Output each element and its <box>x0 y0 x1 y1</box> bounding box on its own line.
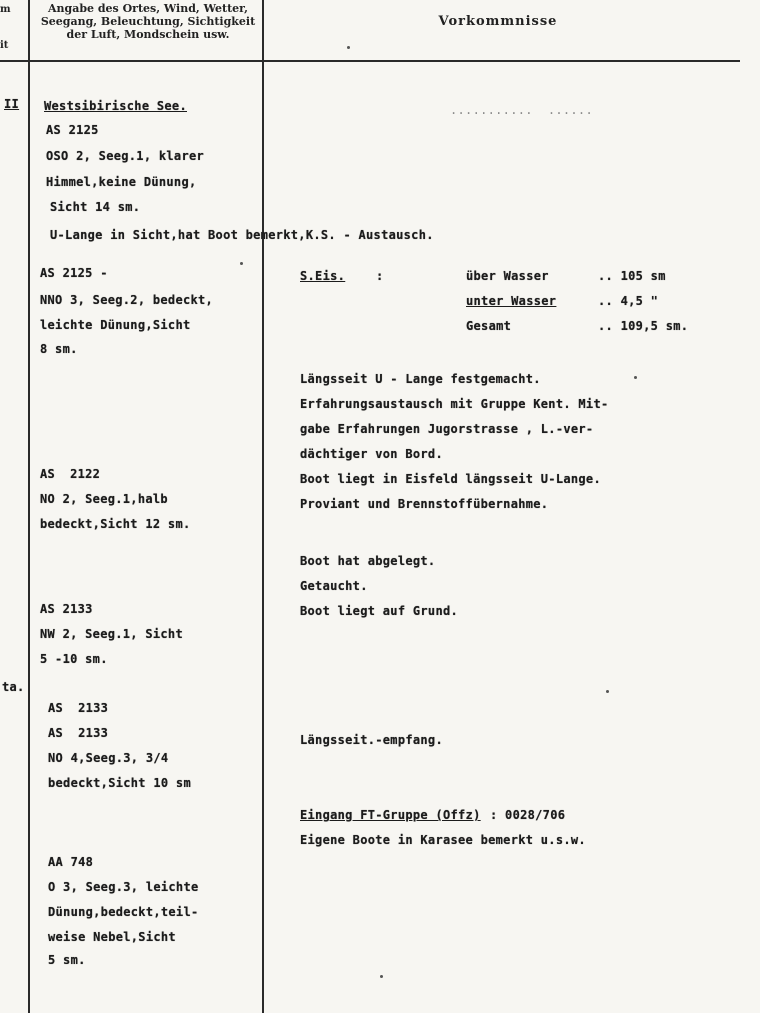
entry-line: NNO 3, Seeg.2, bedeckt, <box>40 293 214 307</box>
margin-mark: II <box>4 97 20 111</box>
event-line: Getaucht. <box>300 579 368 593</box>
event-line: dächtiger von Bord. <box>300 447 443 461</box>
ink-speck <box>240 262 243 265</box>
entry-line: AS 2133 <box>48 701 109 715</box>
column-divider-middle <box>262 0 264 1013</box>
event-line: : 0028/706 <box>490 808 566 822</box>
event-line: U-Lange in Sicht,hat Boot bemerkt,K.S. - Austausch. <box>50 228 434 242</box>
margin-mark: ta. <box>2 680 25 694</box>
entry-line: O 3, Seeg.3, leichte <box>48 880 199 894</box>
event-line: Boot liegt auf Grund. <box>300 604 459 618</box>
entry-line: Sicht 14 sm. <box>50 200 141 214</box>
faded-text: ........... ...... <box>450 103 593 117</box>
header-col-location: Angabe des Ortes, Wind, Wetter, Seegang, Beleuchtung, Sichtigkeit der Luft, Mondschein usw. <box>40 2 256 41</box>
ink-speck <box>380 975 383 978</box>
entry-line: weise Nebel,Sicht <box>48 930 176 944</box>
header-col-events: Vorkommnisse <box>438 14 558 29</box>
header-col-time <box>0 4 26 76</box>
entry-line: Himmel,keine Dünung, <box>46 175 197 189</box>
measurement-label: S.Eis. <box>300 269 346 283</box>
measurement-row-label: über Wasser <box>466 269 549 283</box>
entry-location-title: Westsibirische See. <box>44 99 187 113</box>
entry-line: NW 2, Seeg.1, Sicht <box>40 627 183 641</box>
header-col-time-line1: m <box>0 4 11 15</box>
measurement-row-label: unter Wasser <box>466 294 557 308</box>
event-line: Proviant und Brennstoffübernahme. <box>300 497 549 511</box>
ink-speck <box>347 46 350 49</box>
entry-line: NO 4,Seeg.3, 3/4 <box>48 751 169 765</box>
entry-line: AS 2122 <box>40 467 101 481</box>
entry-line: 8 sm. <box>40 342 78 356</box>
entry-line: AS 2133 <box>40 602 93 616</box>
event-line: Eigene Boote in Karasee bemerkt u.s.w. <box>300 833 586 847</box>
entry-line: bedeckt,Sicht 10 sm <box>48 776 191 790</box>
event-line: Erfahrungsaustausch mit Gruppe Kent. Mit- <box>300 397 609 411</box>
entry-line: leichte Dünung,Sicht <box>40 318 191 332</box>
measurement-row-value: .. 4,5 " <box>598 294 659 308</box>
event-line: Boot hat abgelegt. <box>300 554 436 568</box>
entry-line: AS 2125 - <box>40 266 108 280</box>
header-rule <box>0 60 740 62</box>
header-col-time-line2: it <box>0 40 9 51</box>
event-line: Längsseit.-empfang. <box>300 733 443 747</box>
event-line: Längsseit U - Lange festgemacht. <box>300 372 541 386</box>
ink-speck <box>606 690 609 693</box>
entry-line: 5 sm. <box>48 953 86 967</box>
measurement-row-value: .. 105 sm <box>598 269 666 283</box>
entry-line: 5 -10 sm. <box>40 652 108 666</box>
entry-line: Dünung,bedeckt,teil- <box>48 905 199 919</box>
entry-line: AS 2125 <box>46 123 99 137</box>
event-line: gabe Erfahrungen Jugorstrasse , L.-ver- <box>300 422 594 436</box>
entry-line: OSO 2, Seeg.1, klarer <box>46 149 205 163</box>
column-divider-left <box>28 0 30 1013</box>
measurement-row-value: .. 109,5 sm. <box>598 319 689 333</box>
entry-line: bedeckt,Sicht 12 sm. <box>40 517 191 531</box>
ink-speck <box>634 376 637 379</box>
measurement-colon: : <box>376 269 384 283</box>
entry-line: AS 2133 <box>48 726 109 740</box>
event-line: Boot liegt in Eisfeld längsseit U-Lange. <box>300 472 601 486</box>
entry-line: NO 2, Seeg.1,halb <box>40 492 168 506</box>
measurement-row-label: Gesamt <box>466 319 512 333</box>
entry-line: AA 748 <box>48 855 94 869</box>
event-line: Eingang FT-Gruppe (Offz) <box>300 808 481 822</box>
